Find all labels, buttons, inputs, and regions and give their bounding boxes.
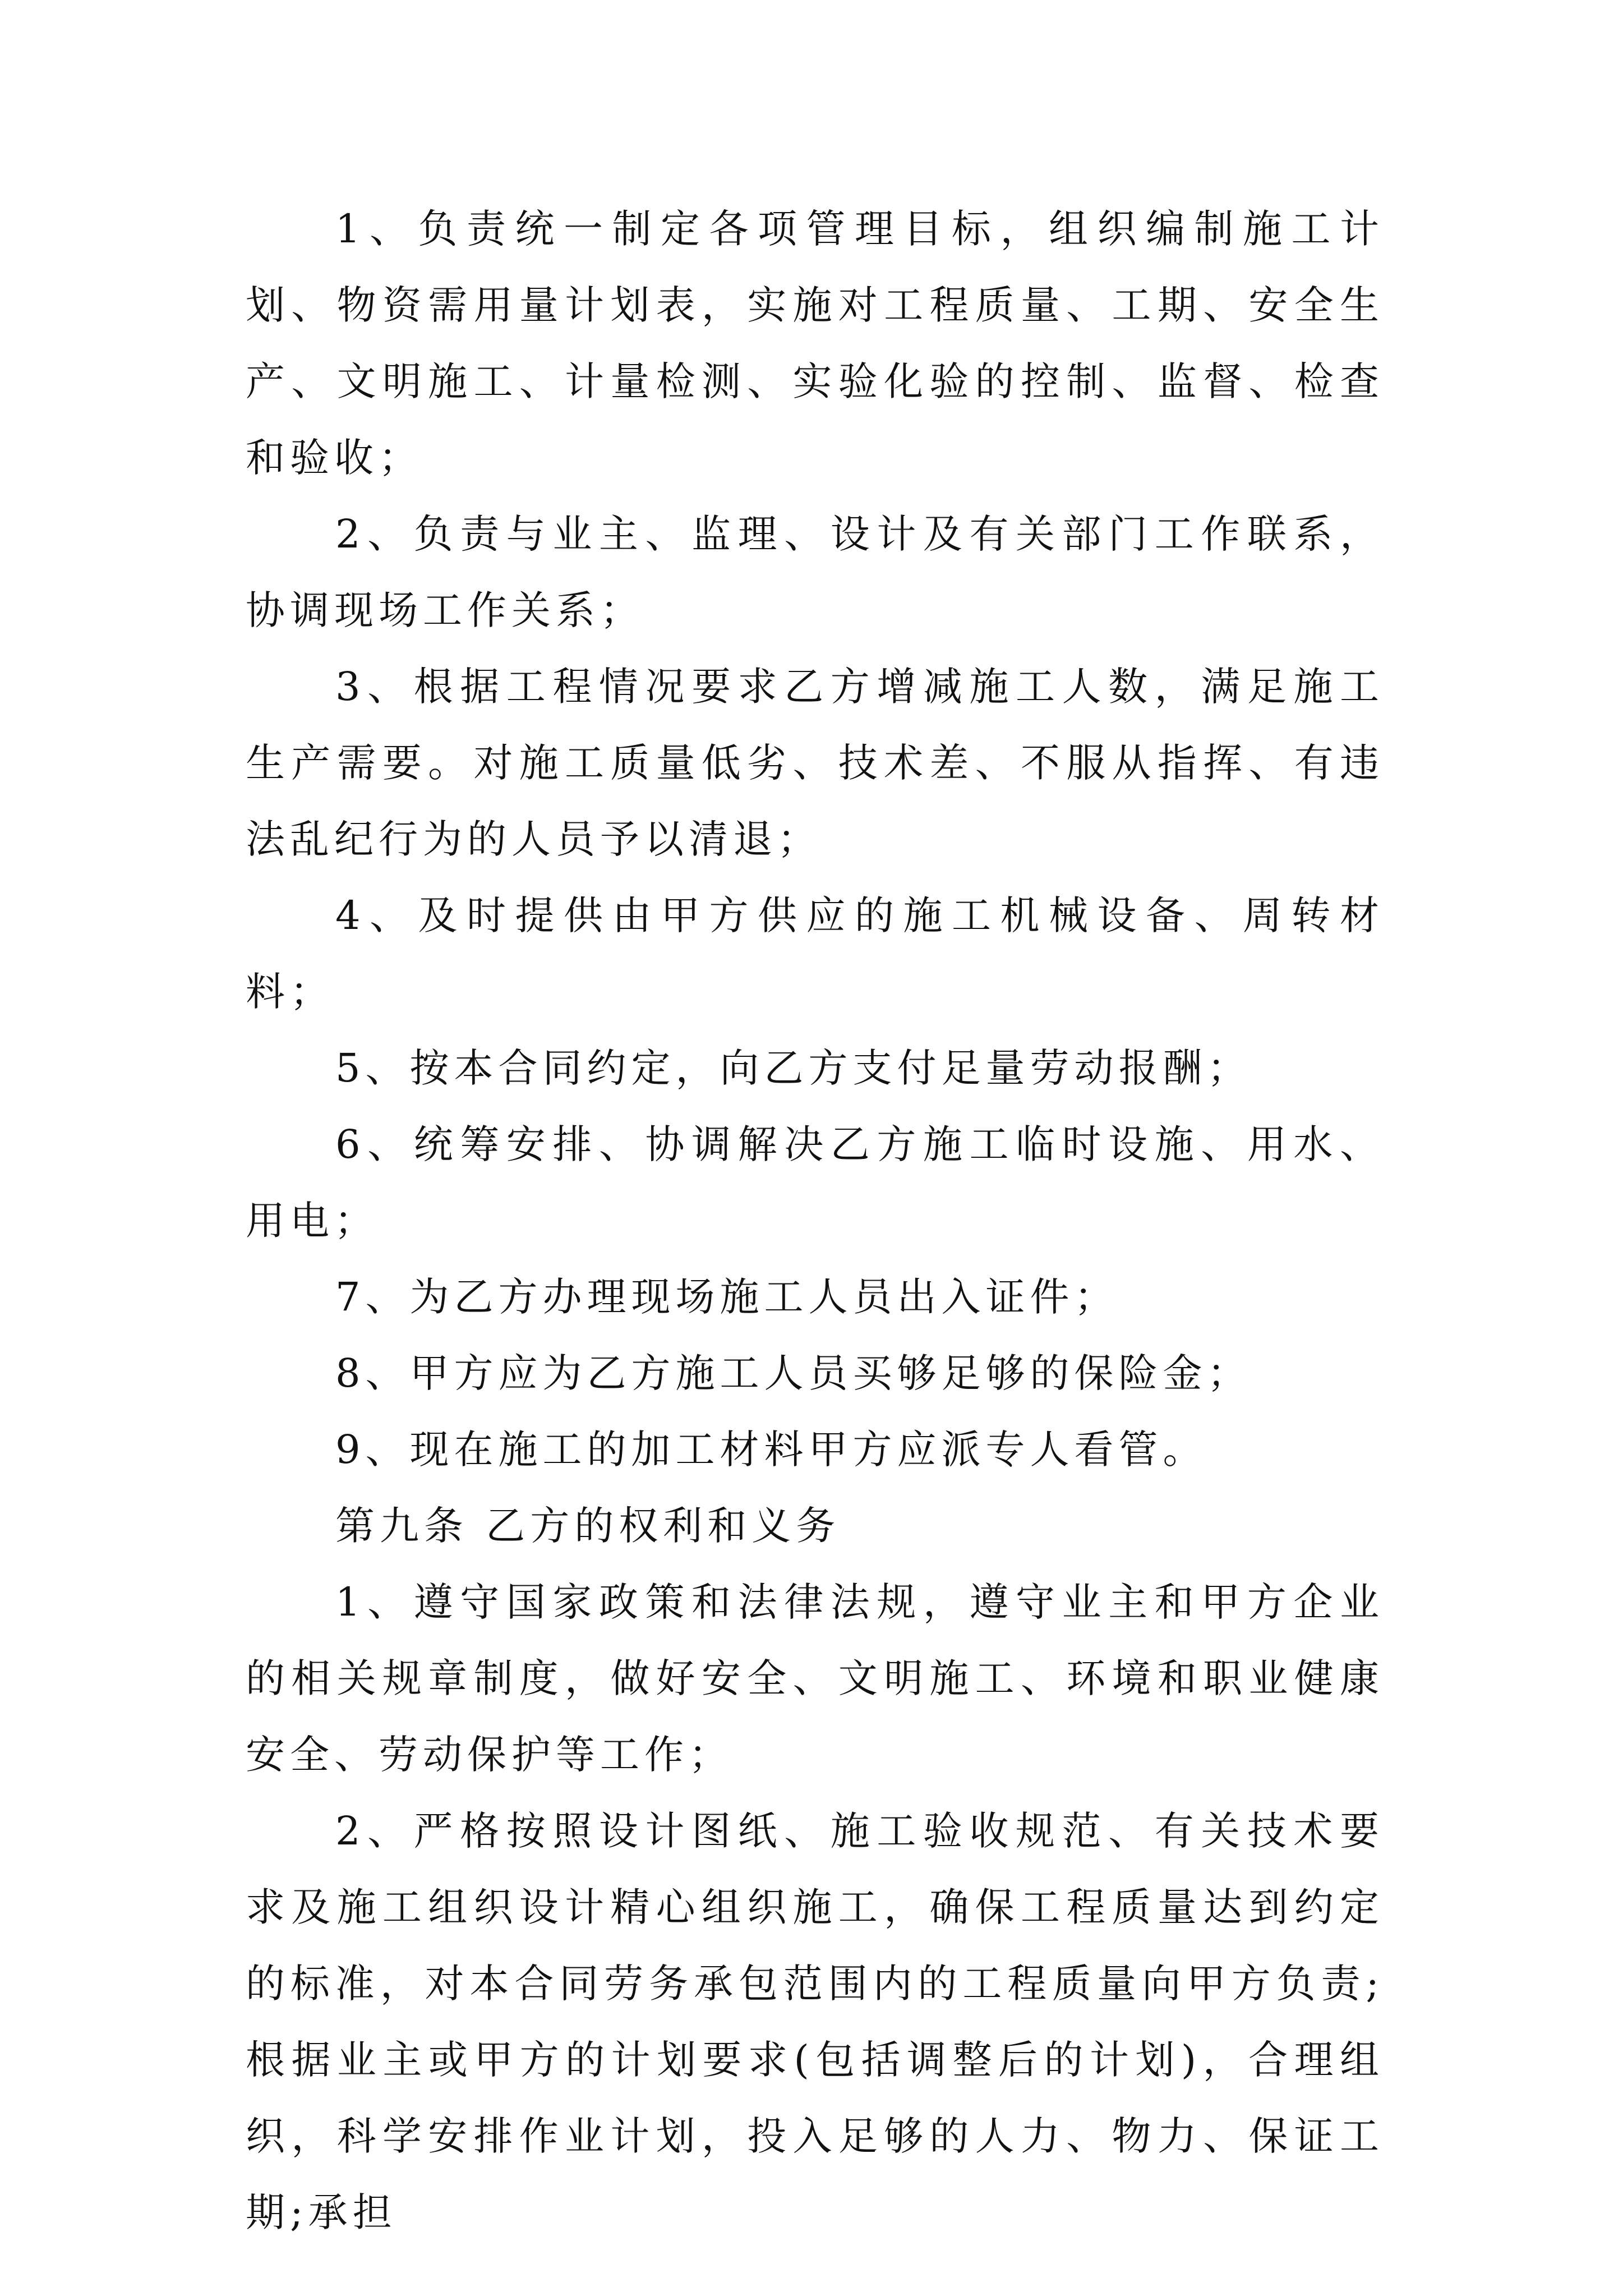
paragraph-obligation-5: 5、按本合同约定，向乙方支付足量劳动报酬； (335, 1045, 1252, 1091)
section-heading-article-9: 第九条 乙方的权利和义务 (335, 1503, 841, 1549)
paragraph-obligation-3: 3、根据工程情况要求乙方增减施工人数，满足施工生产需要。对施工质量低劣、技术差、不服从指挥、有违法乱纪行为的人员予以清退； (246, 664, 1384, 862)
paragraph-party-b-2: 2、严格按照设计图纸、施工验收规范、有关技术要求及施工组织设计精心组织施工，确保工程质量达到约定的标准，对本合同劳务承包范围内的工程质量向甲方负责;根据业主或甲方的计划要求(包括调整后的计划)，合理组织，科学安排作业计划，投入足够的人力、物力、保证工期;承担 (246, 1808, 1384, 2235)
paragraph-obligation-8: 8、甲方应为乙方施工人员买够足够的保险金； (335, 1350, 1252, 1396)
paragraph-obligation-1: 1、负责统一制定各项管理目标，组织编制施工计划、物资需用量计划表，实施对工程质量、工期、安全生产、文明施工、计量检测、实验化验的控制、监督、检查和验收； (246, 206, 1384, 481)
paragraph-obligation-9: 9、现在施工的加工材料甲方应派专人看管。 (335, 1427, 1207, 1473)
paragraph-obligation-4: 4、及时提供由甲方供应的施工机械设备、周转材料； (246, 892, 1384, 1015)
paragraph-party-b-1: 1、遵守国家政策和法律法规，遵守业主和甲方企业的相关规章制度，做好安全、文明施工、环境和职业健康安全、劳动保护等工作； (246, 1579, 1384, 1778)
paragraph-obligation-6: 6、统筹安排、协调解决乙方施工临时设施、用水、用电； (246, 1121, 1384, 1244)
document-body (246, 191, 1384, 2251)
paragraph-obligation-7: 7、为乙方办理现场施工人员出入证件； (335, 1274, 1119, 1320)
paragraph-obligation-2: 2、负责与业主、监理、设计及有关部门工作联系，协调现场工作关系； (246, 511, 1384, 633)
